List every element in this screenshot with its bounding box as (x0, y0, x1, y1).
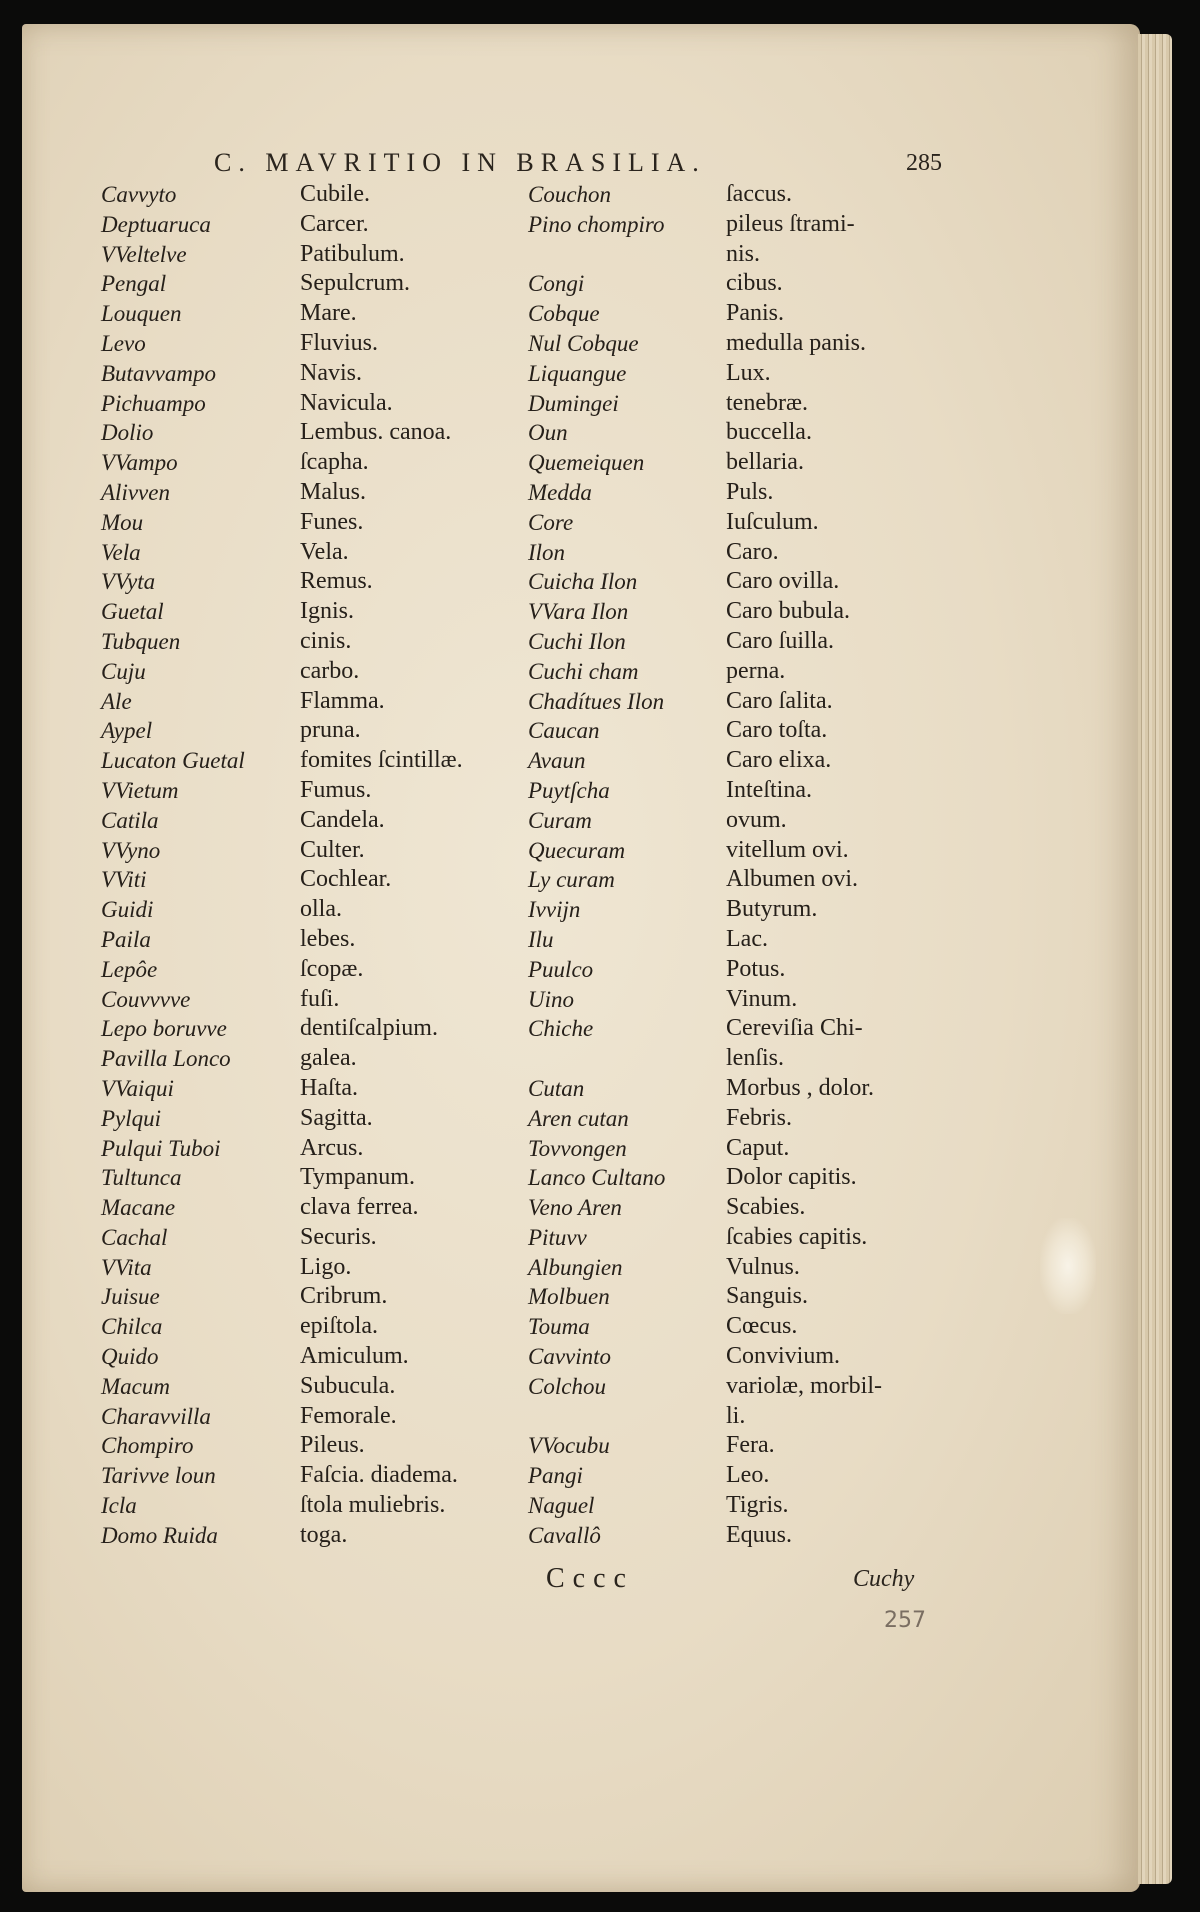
page-edges (1138, 34, 1172, 1884)
glossary-entry: Caro. (726, 538, 779, 565)
glossary-entry: Pangi (528, 1463, 583, 1489)
glossary-entry: Butavvampo (101, 360, 216, 386)
glossary-entry: Alivven (101, 479, 170, 505)
glossary-entry: Dolor capitis. (726, 1164, 857, 1191)
glossary-entry: VVara Ilon (528, 599, 629, 625)
glossary-entry: Cavvyto (101, 182, 177, 207)
glossary-entry: Uino (528, 986, 574, 1012)
right-latin-column (726, 180, 986, 1560)
glossary-entry: Fera. (726, 1432, 775, 1459)
glossary-entry: Tympanum. (300, 1164, 415, 1191)
glossary-entry: Chadítues Ilon (528, 688, 665, 714)
glossary-entry: Mou (101, 509, 144, 535)
glossary-entry: Navicula. (300, 389, 393, 416)
glossary-entry: Flamma. (300, 687, 385, 714)
glossary-entry: Lembus. canoa. (300, 419, 452, 446)
glossary-entry: Subucula. (300, 1372, 396, 1399)
glossary-entry: Pavilla Lonco (101, 1046, 231, 1072)
glossary-entry: Vela (101, 539, 141, 565)
glossary-entry: Paila (101, 926, 151, 952)
glossary-entry: Icla (101, 1493, 137, 1519)
glossary-entry: Lanco Cultano (528, 1165, 666, 1191)
glossary-entry: Aypel (101, 718, 153, 744)
glossary-entry: Vela. (300, 538, 349, 565)
glossary-entry: Pylqui (101, 1105, 162, 1131)
glossary-entry: Pileus. (300, 1432, 365, 1459)
glossary-entry: Caro ovilla. (726, 568, 840, 595)
glossary-entry: li. (726, 1402, 746, 1429)
glossary-entry: Albumen ovi. (726, 866, 858, 893)
glossary-entry: Core (528, 509, 574, 535)
glossary-entry: Tultunca (101, 1165, 182, 1191)
glossary-entry: Lepôe (101, 956, 158, 982)
glossary-entry: clava ferrea. (300, 1194, 419, 1221)
glossary-entry: Leo. (726, 1462, 770, 1489)
glossary-entry: Chiche (528, 1016, 594, 1042)
glossary-entry: Louquen (101, 301, 182, 327)
glossary-entry: Morbus , dolor. (726, 1074, 875, 1101)
glossary-entry: cinis. (300, 627, 352, 654)
glossary-entry: medulla panis. (726, 329, 866, 356)
glossary-entry: Cavallô (528, 1522, 601, 1548)
glossary-entry: Pulqui Tuboi (101, 1135, 221, 1161)
glossary-entry: Veno Aren (528, 1195, 622, 1221)
right-native-column (528, 180, 718, 1560)
glossary-entry: Quido (101, 1344, 159, 1370)
glossary-entry: Medda (528, 479, 592, 505)
glossary-entry: Cachal (101, 1224, 168, 1250)
glossary-entry: ſcapha. (300, 449, 369, 476)
glossary-entry: Caucan (528, 718, 600, 744)
glossary-entry: Touma (528, 1314, 590, 1340)
glossary-entry: Malus. (300, 478, 366, 505)
glossary-entry: variolæ, morbil- (726, 1372, 882, 1399)
glossary-entry: Liquangue (528, 360, 627, 386)
glossary-entry: ſcabies capitis. (726, 1223, 868, 1250)
glossary-entry: VVaiqui (101, 1075, 174, 1101)
glossary-entry: Sepulcrum. (300, 270, 410, 297)
glossary-entry: Cuchi cham (528, 658, 639, 684)
glossary-entry: Chilca (101, 1314, 163, 1340)
glossary-entry: Vulnus. (726, 1253, 800, 1280)
glossary-entry: Fluvius. (300, 329, 379, 356)
glossary-entry: Cuchi Ilon (528, 628, 626, 654)
glossary-entry: Ignis. (300, 598, 354, 625)
glossary-entry: Pichuampo (101, 390, 206, 416)
glossary-entry: ſcopæ. (300, 955, 364, 982)
glossary-entry: VVietum (101, 777, 179, 803)
glossary-entry: Caro toſta. (726, 717, 828, 744)
glossary-entry: Cereviſia Chi- (726, 1015, 863, 1042)
glossary-entry: Quemeiquen (528, 450, 645, 476)
glossary-entry: galea. (300, 1045, 357, 1072)
glossary-entry: pileus ſtrami- (726, 210, 855, 237)
glossary-entry: Cobque (528, 301, 600, 327)
glossary-entry: Ale (101, 688, 132, 714)
glossary-entry: Febris. (726, 1104, 792, 1131)
glossary-entry: dentiſcalpium. (300, 1015, 438, 1042)
glossary-entry: Cuju (101, 658, 146, 684)
glossary-entry: Scabies. (726, 1194, 806, 1221)
glossary-entry: Tarivve loun (101, 1463, 216, 1489)
glossary-entry: Deptuaruca (101, 211, 211, 237)
glossary-entry: Remus. (300, 568, 373, 595)
glossary-entry: ſaccus. (726, 181, 792, 207)
glossary-entry: Caro ſuilla. (726, 627, 834, 654)
glossary-entry: Caro bubula. (726, 598, 850, 625)
glossary-entry: Guidi (101, 897, 154, 923)
signature-mark: Cccc (546, 1563, 634, 1594)
glossary-entry: Quecuram (528, 837, 626, 863)
glossary-entry: Potus. (726, 955, 786, 982)
glossary-entry: Oun (528, 420, 568, 446)
glossary-entry: Congi (528, 271, 585, 297)
glossary-entry: Dolio (101, 420, 154, 446)
glossary-entry: Juisue (101, 1284, 160, 1310)
glossary-entry: VVocubu (528, 1433, 610, 1459)
glossary-entry: Guetal (101, 599, 164, 625)
glossary-entry: VVeltelve (101, 241, 187, 267)
glossary-entry: Molbuen (528, 1284, 610, 1310)
glossary-entry: Convivium. (726, 1343, 841, 1370)
glossary-entry: Cutan (528, 1075, 585, 1101)
glossary-entry: lenſis. (726, 1045, 784, 1072)
glossary-entry: Lucaton Guetal (101, 748, 245, 774)
glossary-entry: nis. (726, 240, 761, 267)
glossary-entry: Nul Cobque (528, 330, 639, 356)
glossary-entry: Avaun (528, 748, 586, 774)
glossary-entry: Albungien (528, 1254, 623, 1280)
glossary-entry: Pituvv (528, 1224, 587, 1250)
glossary-entry: Mare. (300, 300, 357, 327)
glossary-entry: Lepo boruvve (101, 1016, 227, 1042)
glossary-entry: toga. (300, 1521, 348, 1548)
glossary-entry (528, 240, 718, 270)
glossary-entry: Equus. (726, 1521, 792, 1548)
glossary-entry: Curam (528, 807, 592, 833)
glossary-entry: buccella. (726, 419, 812, 446)
glossary-entry: Sagitta. (300, 1104, 373, 1131)
glossary-entry: Panis. (726, 300, 785, 327)
glossary-entry: Lac. (726, 925, 768, 952)
glossary-entry: Puls. (726, 478, 774, 505)
glossary-entry: Inteſtina. (726, 776, 812, 803)
glossary-entry: Caro elixa. (726, 747, 832, 774)
handwritten-folio-number: 257 (884, 1608, 926, 1633)
glossary-entry (528, 1402, 718, 1432)
glossary-entry: epiſtola. (300, 1313, 378, 1340)
glossary-entry: Macum (101, 1373, 170, 1399)
glossary-entry: Candela. (300, 806, 385, 833)
glossary-entry: Puytſcha (528, 777, 610, 803)
glossary-entry: Couchon (528, 182, 612, 207)
glossary-entry: Caro ſalita. (726, 687, 833, 714)
left-native-column (101, 180, 291, 1560)
paper-stain (1040, 1218, 1096, 1314)
glossary-entry: lebes. (300, 925, 356, 952)
glossary-entry: perna. (726, 657, 786, 684)
glossary-entry: Cribrum. (300, 1283, 388, 1310)
glossary-entry: cibus. (726, 270, 783, 297)
glossary-entry: Pino chompiro (528, 211, 665, 237)
glossary-entry: Dumingei (528, 390, 619, 416)
glossary-entry: Fumus. (300, 776, 372, 803)
glossary-entry: Tigris. (726, 1492, 789, 1519)
glossary-entry: carbo. (300, 657, 360, 684)
catchword: Cuchy (853, 1566, 915, 1592)
glossary-entry: Carcer. (300, 210, 369, 237)
glossary-entry (528, 1044, 718, 1074)
glossary-entry: Cavvinto (528, 1344, 612, 1370)
glossary-entry: Naguel (528, 1493, 595, 1519)
page-number: 285 (906, 150, 942, 176)
glossary-entry: VVampo (101, 450, 178, 476)
glossary-entry: Domo Ruida (101, 1522, 218, 1548)
glossary-entry: Navis. (300, 359, 362, 386)
glossary-entry: fomites ſcintillæ. (300, 747, 463, 774)
glossary-entry: Cubile. (300, 181, 370, 207)
glossary-entry: Catila (101, 807, 159, 833)
glossary-entry: Chompiro (101, 1433, 194, 1459)
glossary-entry: Cœcus. (726, 1313, 798, 1340)
glossary-entry: Patibulum. (300, 240, 405, 267)
glossary-entry: Ly curam (528, 867, 615, 893)
glossary-entry: Securis. (300, 1223, 377, 1250)
glossary-entry: tenebræ. (726, 389, 808, 416)
left-latin-column (300, 180, 520, 1560)
glossary-entry: Ilon (528, 539, 566, 565)
glossary-entry: Caput. (726, 1134, 790, 1161)
glossary-entry: ovum. (726, 806, 787, 833)
glossary-entry: VViti (101, 867, 147, 893)
glossary-entry: Iuſculum. (726, 508, 819, 535)
glossary-entry: Tovvongen (528, 1135, 627, 1161)
glossary-entry: VVita (101, 1254, 152, 1280)
glossary-entry: Cuicha Ilon (528, 569, 638, 595)
glossary-entry: olla. (300, 896, 342, 923)
glossary-entry: Faſcia. diadema. (300, 1462, 458, 1489)
glossary-entry: ſtola muliebris. (300, 1492, 446, 1519)
glossary-entry: Funes. (300, 508, 364, 535)
glossary-entry: Femorale. (300, 1402, 397, 1429)
glossary-entry: Sanguis. (726, 1283, 809, 1310)
glossary-entry: Culter. (300, 836, 365, 863)
glossary-entry: Puulco (528, 956, 594, 982)
glossary-entry: Amiculum. (300, 1343, 409, 1370)
glossary-entry: Couvvvve (101, 986, 191, 1012)
glossary-entry: pruna. (300, 717, 361, 744)
glossary-entry: Levo (101, 330, 146, 356)
glossary-entry: Colchou (528, 1373, 606, 1399)
glossary-entry: Vinum. (726, 985, 798, 1012)
glossary-entry: Ivvijn (528, 897, 581, 923)
glossary-entry: Macane (101, 1195, 176, 1221)
glossary-entry: VVyno (101, 837, 161, 863)
glossary-entry: bellaria. (726, 449, 804, 476)
glossary-entry: Charavvilla (101, 1403, 211, 1429)
glossary-entry: Ligo. (300, 1253, 352, 1280)
glossary-entry: VVyta (101, 569, 156, 595)
glossary-entry: Haſta. (300, 1074, 358, 1101)
glossary-entry: Ilu (528, 926, 554, 952)
glossary-entry: Tubquen (101, 628, 181, 654)
glossary-entry: Butyrum. (726, 896, 818, 923)
glossary-entry: Lux. (726, 359, 771, 386)
glossary-entry: Arcus. (300, 1134, 364, 1161)
glossary-entry: Aren cutan (528, 1105, 629, 1131)
running-title: C. MAVRITIO IN BRASILIA. (214, 148, 706, 177)
glossary-entry: Pengal (101, 271, 167, 297)
glossary-entry: Cochlear. (300, 866, 392, 893)
glossary-entry: fuſi. (300, 985, 340, 1012)
glossary-entry: vitellum ovi. (726, 836, 849, 863)
